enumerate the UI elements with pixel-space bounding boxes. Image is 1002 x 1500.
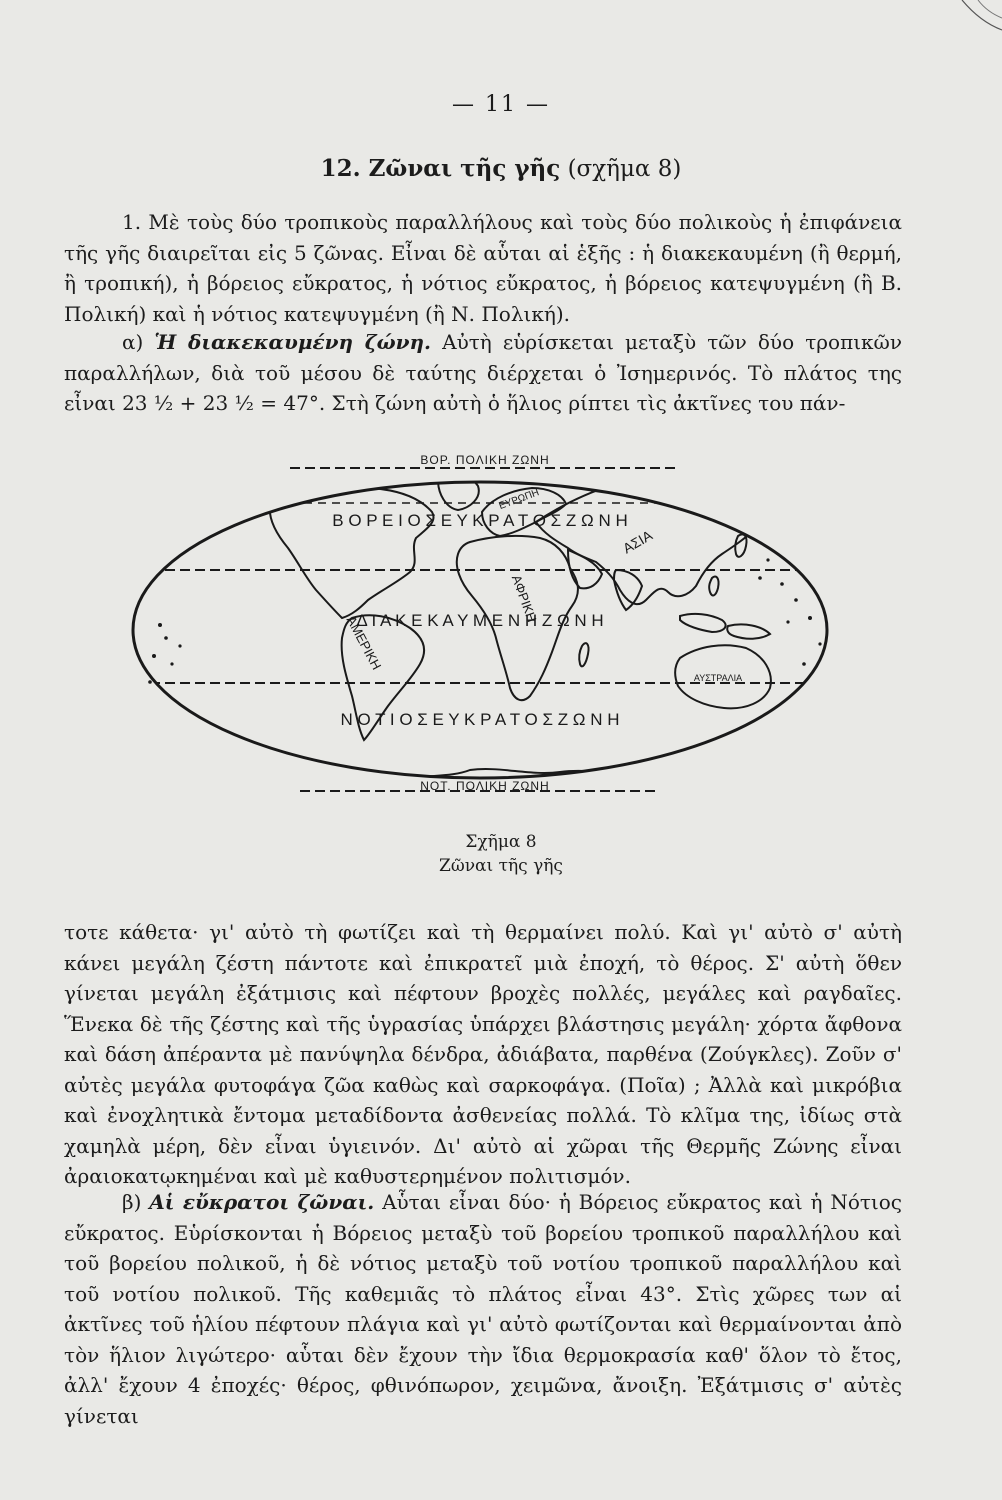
page-corner-mark (942, 0, 1002, 40)
label-north-temperate-zone: Β Ο Ρ Ε Ι Ο Σ Ε Υ Κ Ρ Α Τ Ο Σ Ζ Ω Ν Η (332, 511, 628, 530)
paragraph-lead-title: Αἱ εὔκρατοι ζῶναι. (149, 1190, 375, 1214)
label-south-temperate-zone: Ν Ο Τ Ι Ο Σ Ε Υ Κ Ρ Α Τ Ο Σ Ζ Ω Ν Η (340, 710, 620, 729)
paragraph-text: Αὗται εἶναι δύο· ἡ Βόρειος εὔκρατος καὶ ἡ Νότιος εὔκρατος. Εὑρίσκονται ἡ Βόρειος μεταξὺ τοῦ βορείου τροπικοῦ παραλλήλου καὶ τοῦ βορείου πολικοῦ, ἡ δὲ νότιος μεταξὺ τοῦ νοτίου τροπικοῦ παραλλήλου καὶ τοῦ νοτίου πολικοῦ. Τῆς καθεμιᾶς τὸ πλάτος εἶναι 43°. Στὶς χῶρες των αἱ ἀκτῖνες τοῦ ἡλίου πέφτουν πλάγια καὶ γι' αὐτὸ φωτίζονται καὶ θερμαίνονται ἀπὸ τὸν ἥλιον λιγώτερο· αὗται δὲν ἔχουν τὴν ἴδια θερμοκρασία καθ' ὅλον τὸ ἔτος, ἀλλ' ἔχουν 4 ἐποχές· θέρος, φθινόπωρον, χειμῶνα, ἄνοιξη. Ἐξάτμισις σ' αὐτὲς γίνεται (64, 1190, 903, 1428)
label-north-polar-zone: ΒΟΡ. ΠΟΛΙΚΗ ΖΩΝΗ (420, 453, 550, 467)
figure-reference: (σχῆμα 8) (567, 156, 682, 182)
paragraph-zones-intro: 1. Μὲ τοὺς δύο τροπικοὺς παραλλήλους καὶ τοὺς δύο πολικοὺς ἡ ἐπιφάνεια τῆς γῆς διαιρεῖται εἰς 5 ζῶνας. Εἶναι δὲ αὗται αἱ ἑξῆς : ἡ διακεκαυμένη (ἢ θερμή, ἢ τροπική), ἡ βόρειος εὔκρατος, ἡ νότιος εὔκρατος, ἡ βόρειος κατεψυγμένη (ἢ Β. Πολική) καὶ ἡ νότιος κατεψυγμένη (ἢ Ν. Πολική). (64, 210, 902, 326)
madagascar-outline (579, 643, 588, 666)
paragraph-torrid-zone (64, 327, 902, 419)
page-number: — 11 — (452, 92, 550, 117)
section-heading (0, 155, 1002, 182)
paragraph-label: α) (122, 330, 144, 354)
paragraph-label: β) (122, 1190, 142, 1214)
label-europe: ΕΥΡΩΠΗ (497, 487, 541, 512)
paragraph-torrid-continued: τοτε κάθετα· γι' αὐτὸ τὴ φωτίζει καὶ τὴ θερμαίνει πολύ. Καὶ γι' αὐτὸ σ' αὐτὴ κάνει μεγάλη ζέστη πάντοτε καὶ ἐπικρατεῖ μιὰ ἐποχή, τὸ θέρος. Σ' αὐτὴ ὅθεν γίνεται μεγάλη ἐξάτμισις καὶ πέφτουν βροχὲς πολλές, μεγάλες καὶ ραγδαῖες. Ἕνεκα δὲ τῆς ζέστης καὶ τῆς ὑγρασίας ὑπάρχει βλάστησις μεγάλη· χόρτα ἄφθονα καὶ δάση ἀπέραντα μὲ πανύψηλα δένδρα, ἀδιάβατα, παρθένα (Ζούγκλες). Ζοῦν σ' αὐτὲς μεγάλα φυτοφάγα ζῶα καθὼς καὶ σαρκοφάγα. (Ποῖα) ; Ἀλλὰ καὶ μικρόβια καὶ ἐνοχλητικὰ ἔντομα μεταδίδοντα ἀσθενείας πολλά. Τὸ κλῖμα της, ἰδίως στὰ χαμηλὰ μέρη, δὲν εἶναι ὑγιεινόν. Δι' αὐτὸ αἱ χῶραι τῆς Θερμῆς Ζώνης εἶναι ἀραιοκατῳκημέναι καὶ μὲ καθυστερημένον πολιτισμόν. (64, 920, 902, 1188)
figure-caption (0, 830, 1002, 878)
caption-figure-title: Ζῶναι τῆς γῆς (439, 856, 563, 876)
new-guinea-outline (727, 624, 770, 638)
label-america: ΑΜΕΡΙΚΗ (343, 613, 385, 673)
new-zealand-outline (792, 694, 804, 711)
philippines-outline (709, 576, 718, 595)
world-map-figure (120, 450, 840, 805)
north-america-outline (270, 487, 434, 618)
label-south-polar-zone: ΝΟΤ. ΠΟΛΙΚΗ ΖΩΝΗ (420, 779, 550, 793)
paragraph-lead-title: Ἡ διακεκαυμένη ζώνη. (154, 330, 432, 354)
indonesia-outline (680, 614, 726, 632)
label-torrid-zone: Δ Ι Α Κ Ε Κ Α Υ Μ Ε Ν Η Ζ Ω Ν Η (356, 611, 604, 630)
paragraph-temperate-zones (64, 1187, 902, 1431)
label-australia: ΑΥΣΤΡΑΛΙΑ (693, 673, 743, 683)
caption-figure-number: Σχῆμα 8 (465, 832, 537, 852)
label-africa: ΑΦΡΙΚΗ (508, 572, 540, 625)
world-zones-map (120, 450, 840, 805)
paragraph-text: Αὐτὴ εὑρίσκεται μεταξὺ τῶν δύο τροπικῶν παραλλήλων, διὰ τοῦ μέσου δὲ ταύτης διέρχεται ὁ Ἰσημερινός. Τὸ πλάτος της εἶναι 23 ½ + 23 ½ = 47°. Στὴ ζώνη αὐτὴ ὁ ἥλιος ρίπτει τὶς ἀκτῖνες του πάν- (64, 330, 903, 415)
section-title: 12. Ζῶναι τῆς γῆς (320, 155, 561, 182)
label-asia: ΑΣΙΑ (619, 526, 656, 557)
